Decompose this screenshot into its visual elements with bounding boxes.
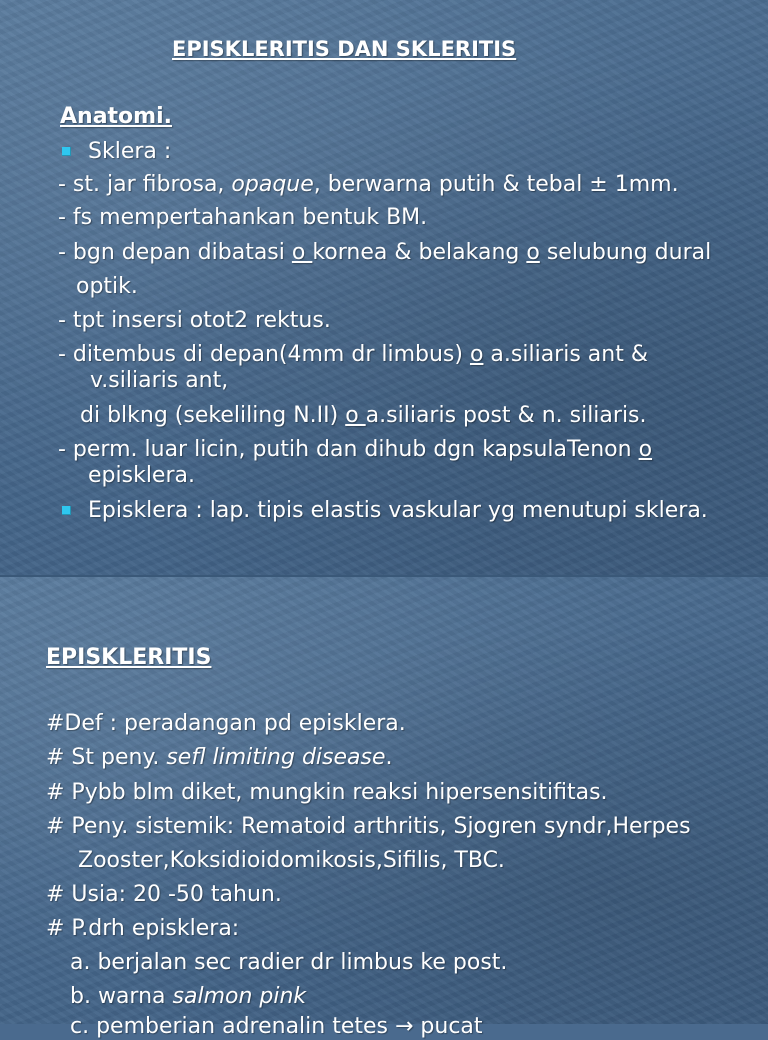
text-segment: - bgn depan dibatasi: [58, 240, 292, 265]
systemic-line-cont: Zooster,Koksidioidomikosis,Sifilis, TBC.: [78, 848, 505, 873]
sklera-line-3: [58, 240, 711, 266]
underlined-text: o: [638, 437, 653, 462]
text-segment: selubung dural: [539, 240, 712, 265]
italic-text: sefl limiting disease: [166, 745, 386, 770]
sklera-line-4: optik.: [76, 274, 138, 299]
text-segment: # St peny.: [46, 745, 167, 770]
def-line: #Def : peradangan pd episklera.: [46, 711, 406, 736]
sklera-line-5: - tpt insersi otot2 rektus.: [58, 308, 331, 333]
bullet-icon: [62, 506, 71, 515]
underlined-text: o: [469, 342, 484, 367]
text-segment: - ditembus di depan(4mm dr limbus): [58, 342, 470, 367]
cause-line: # Pybb blm diket, mungkin reaksi hipersensitifitas.: [46, 780, 608, 805]
sklera-line-10: episklera.: [88, 463, 195, 488]
bullet-icon: [62, 147, 71, 156]
text-segment: , berwarna putih & tebal ± 1mm.: [313, 172, 679, 197]
sklera-label: Sklera :: [88, 139, 172, 164]
text-segment: a.siliaris ant &: [483, 342, 648, 367]
underlined-text: o: [526, 240, 540, 265]
episklera-text: Episklera : lap. tipis elastis vaskular yg menutupi sklera.: [88, 498, 708, 523]
sklera-line-6: [58, 342, 648, 368]
sklera-line-8: [80, 403, 647, 429]
age-line: # Usia: 20 -50 tahun.: [46, 882, 282, 907]
underlined-text: o: [345, 403, 366, 428]
italic-text: salmon pink: [172, 984, 307, 1009]
sklera-line-2: - fs mempertahankan bentuk BM.: [58, 205, 428, 230]
slide-2: [0, 577, 768, 1039]
text-segment: .: [385, 745, 393, 770]
systemic-line: # Peny. sistemik: Rematoid arthritis, Sjogren syndr,Herpes: [46, 814, 691, 839]
underlined-text: o: [291, 240, 313, 265]
vessels-line: # P.drh episklera:: [46, 916, 240, 941]
text-segment: di blkng (sekeliling N.II): [80, 403, 346, 428]
sklera-line-1: [58, 172, 679, 198]
anatomi-heading: Anatomi.: [60, 104, 172, 129]
sklera-line-9: [58, 437, 652, 463]
vessels-item-a: a. berjalan sec radier dr limbus ke post.: [70, 950, 508, 975]
italic-text: opaque: [231, 172, 314, 197]
text-segment: kornea & belakang: [312, 240, 527, 265]
episkleritis-heading: EPISKLERITIS: [46, 645, 212, 670]
text-segment: - perm. luar licin, putih dan dihub dgn kapsulaTenon: [58, 437, 639, 462]
sklera-line-7: v.siliaris ant,: [90, 368, 229, 393]
vessels-item-b: [70, 984, 306, 1010]
text-segment: a.siliaris post & n. siliaris.: [365, 403, 647, 428]
slide-title: EPISKLERITIS DAN SKLERITIS: [172, 37, 517, 61]
text-segment: b. warna: [70, 984, 173, 1009]
status-line: [46, 745, 393, 771]
vessels-item-c: c. pemberian adrenalin tetes → pucat: [70, 1014, 483, 1039]
text-segment: - st. jar fibrosa,: [58, 172, 232, 197]
